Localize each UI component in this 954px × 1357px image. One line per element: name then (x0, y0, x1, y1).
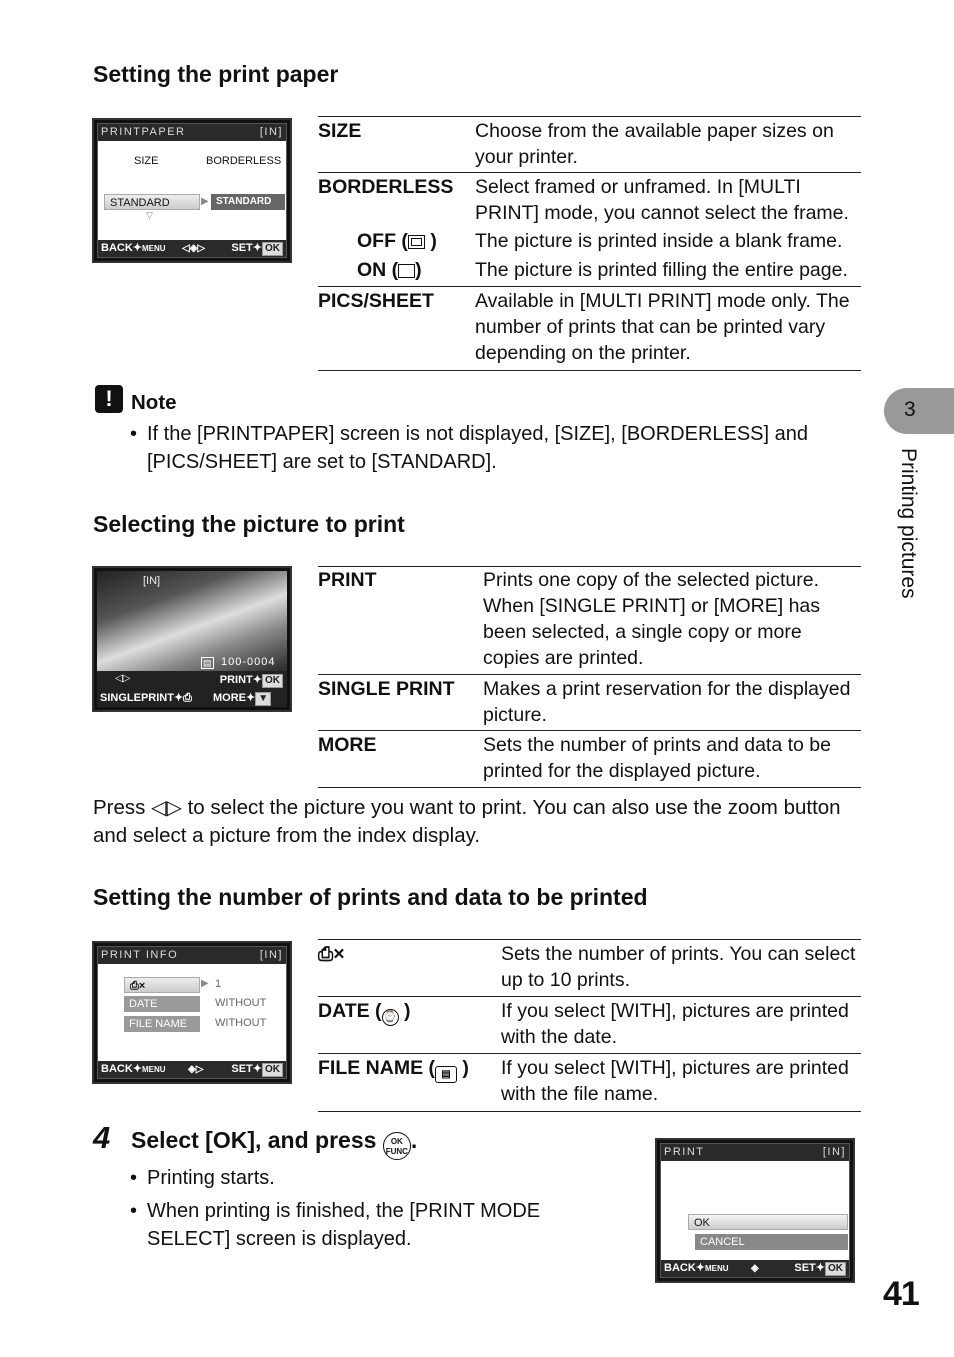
ok-option[interactable]: OK (688, 1214, 848, 1230)
borderless-desc: Select framed or unframed. In [MULTI PRINT] mode, you cannot select the frame. (475, 176, 849, 224)
print-icon: ⎙ (130, 980, 139, 992)
print-screen: PRINT [IN] OK CANCEL BACK✦MENU ◈ SET✦ OK (655, 1138, 855, 1283)
back-label: BACK (664, 1262, 696, 1274)
print-count-key: ⎙× (318, 940, 501, 997)
memory-indicator: [IN] (822, 1146, 846, 1158)
file-name-key: FILE NAME ( (318, 1057, 435, 1079)
date-row: DATE (124, 996, 200, 1012)
chapter-label: Printing pictures (897, 448, 920, 599)
picture-screen: [IN] ▤ 100-0004 ◁▷ PRINT✦ OK SINGLEPRINT✦⎙ MORE✦ ▼ (92, 566, 292, 712)
step-bullet-2: • When printing is finished, the [PRINT MODE SELECT] screen is displayed. (130, 1200, 541, 1250)
set-label: SET (794, 1262, 816, 1274)
four-way-icon: ◈▷ (188, 1064, 204, 1075)
section-title-print-paper: Setting the print paper (93, 61, 339, 87)
print-icon: ⎙ (183, 692, 192, 704)
step-number: 4 (93, 1120, 111, 1155)
four-way-icon: ◁◈▷ (182, 243, 206, 254)
print-label: PRINT (219, 674, 253, 686)
file-number: 100-0004 (221, 656, 276, 668)
arrow-down-icon: ▽ (146, 210, 153, 220)
file-icon: ▤ (203, 658, 212, 668)
step-bullet-1: • Printing starts. (130, 1167, 275, 1189)
pics-desc: Available in [MULTI PRINT] mode only. The number of prints that can be printed vary depending on the printer. (475, 287, 861, 371)
clock-icon: ⌚ (382, 1009, 399, 1026)
print-desc: Prints one copy of the selected picture. When [SINGLE PRINT] or [MORE] has been selected, a single copy or more copies are printed. (483, 567, 861, 675)
menu-icon: MENU (142, 1065, 166, 1074)
memory-indicator: [IN] (259, 949, 283, 961)
back-label: BACK (101, 1063, 133, 1075)
press-instruction: Press ◁▷ to select the picture you want to print. You can also use the zoom button and select a picture from the index display. (93, 796, 841, 847)
print-key: PRINT (318, 567, 483, 675)
more-label: MORE (213, 692, 246, 704)
note-icon: ! (95, 385, 123, 413)
print-count-desc: Sets the number of prints. You can select up to 10 prints. (501, 940, 861, 997)
left-right-icon: ◁▷ (115, 673, 131, 684)
singleprint-label: SINGLEPRINT (100, 692, 174, 704)
on-desc: The picture is printed filling the entire page. (475, 257, 861, 287)
more-key: MORE (318, 731, 483, 788)
screen-title: PRINT INFO (101, 949, 179, 961)
more-desc: Sets the number of prints and data to be printed for the displayed picture. (483, 731, 861, 788)
printpaper-screen: PRINTPAPER [IN] SIZE BORDERLESS STANDARD ▶ STANDARD ▽ BACK✦MENU ◁◈▷ SET✦ OK (92, 118, 292, 263)
page-number: 41 (883, 1275, 919, 1313)
ok-icon: OK (825, 1262, 846, 1276)
off-key: OFF ( (357, 230, 408, 252)
section-title-print-data: Setting the number of prints and data to be printed (93, 884, 648, 910)
printinfo-screen: PRINT INFO [IN] ⎙× ▶ 1 DATE WITHOUT FILE NAME WITHOUT BACK✦MENU ◈▷ SET✦ OK (92, 941, 292, 1084)
size-column-label: SIZE (134, 155, 159, 167)
print-count-value: 1 (215, 978, 222, 990)
ok-func-button-icon: OK FUNC (383, 1132, 411, 1160)
menu-icon: MENU (142, 244, 166, 253)
date-value: WITHOUT (215, 997, 267, 1009)
picture-options-table (318, 566, 861, 788)
file-name-desc: If you select [WITH], pictures are printed with the file name. (501, 1054, 861, 1112)
print-data-table: ⎙× Sets the number of prints. You can select up to 10 prints. DATE ( ⌚ ) If you select [WITH], pictures are printed with the date. FILE NAME ( ▤ ) If you select [WITH], pictures are printed with the file name. (318, 939, 861, 1112)
set-label: SET (231, 242, 253, 254)
size-key: SIZE (318, 117, 475, 173)
screen-title: PRINT (664, 1146, 705, 1158)
file-name-value: WITHOUT (215, 1017, 267, 1029)
pics-key: PICS/SHEET (318, 287, 475, 371)
date-desc: If you select [WITH], pictures are printed with the date. (501, 997, 861, 1054)
arrow-right-icon: ▶ (201, 978, 209, 989)
step-title: Select [OK], and press OK FUNC . (131, 1127, 417, 1160)
ok-icon: OK (262, 674, 283, 688)
file-icon: ▤ (435, 1066, 457, 1083)
set-label: SET (231, 1063, 253, 1075)
print-count-row: ⎙× (124, 977, 200, 993)
ok-icon: OK (262, 1063, 283, 1077)
memory-indicator: [IN] (143, 575, 161, 587)
left-right-arrows-icon: ◁▷ (151, 797, 182, 819)
note-label: Note (131, 391, 177, 414)
back-label: BACK (101, 242, 133, 254)
chapter-number: 3 (904, 398, 916, 421)
paper-settings-table: SIZE Choose from the available paper sizes on your printer. BORDERLESS Select framed or unframed. In [MULTI PRINT] mode, you cannot select the frame. OFF ( ) The picture is printed inside a blank frame. ON ( ) The picture is printed filling the entire page. PICS/SHEET Available in [MULTI PRINT] mode only. The number of prints that can be printed vary depending on the printer. (318, 116, 861, 371)
date-key: DATE ( (318, 1000, 382, 1022)
chapter-tab (884, 388, 954, 434)
down-icon: ▼ (255, 692, 271, 706)
screen-title: PRINTPAPER (101, 126, 186, 138)
cancel-option[interactable]: CANCEL (695, 1234, 848, 1250)
up-down-icon: ◈ (751, 1263, 759, 1274)
borderless-value: STANDARD (211, 194, 285, 210)
borderless-column-label: BORDERLESS (206, 155, 282, 167)
on-key: ON ( (357, 259, 399, 281)
ok-icon: OK (262, 242, 283, 256)
size-desc: Choose from the available paper sizes on your printer. (475, 117, 861, 173)
note-text: • If the [PRINTPAPER] screen is not displayed, [SIZE], [BORDERLESS] and [PICS/SHEET] are set to [STANDARD]. (130, 423, 809, 473)
menu-icon: MENU (705, 1264, 729, 1273)
size-value: STANDARD (104, 194, 200, 210)
unframed-icon (398, 264, 415, 278)
print-count-icon: ⎙ (318, 944, 334, 965)
borderless-key: BORDERLESS (318, 176, 454, 198)
arrow-right-icon: ▶ (201, 196, 209, 207)
section-title-select-picture: Selecting the picture to print (93, 511, 405, 537)
off-desc: The picture is printed inside a blank frame. (475, 230, 843, 252)
memory-indicator: [IN] (259, 126, 283, 138)
file-name-row: FILE NAME (124, 1016, 200, 1032)
single-print-desc: Makes a print reservation for the displayed picture. (483, 675, 861, 731)
framed-icon (408, 235, 425, 249)
single-print-key: SINGLE PRINT (318, 675, 483, 731)
